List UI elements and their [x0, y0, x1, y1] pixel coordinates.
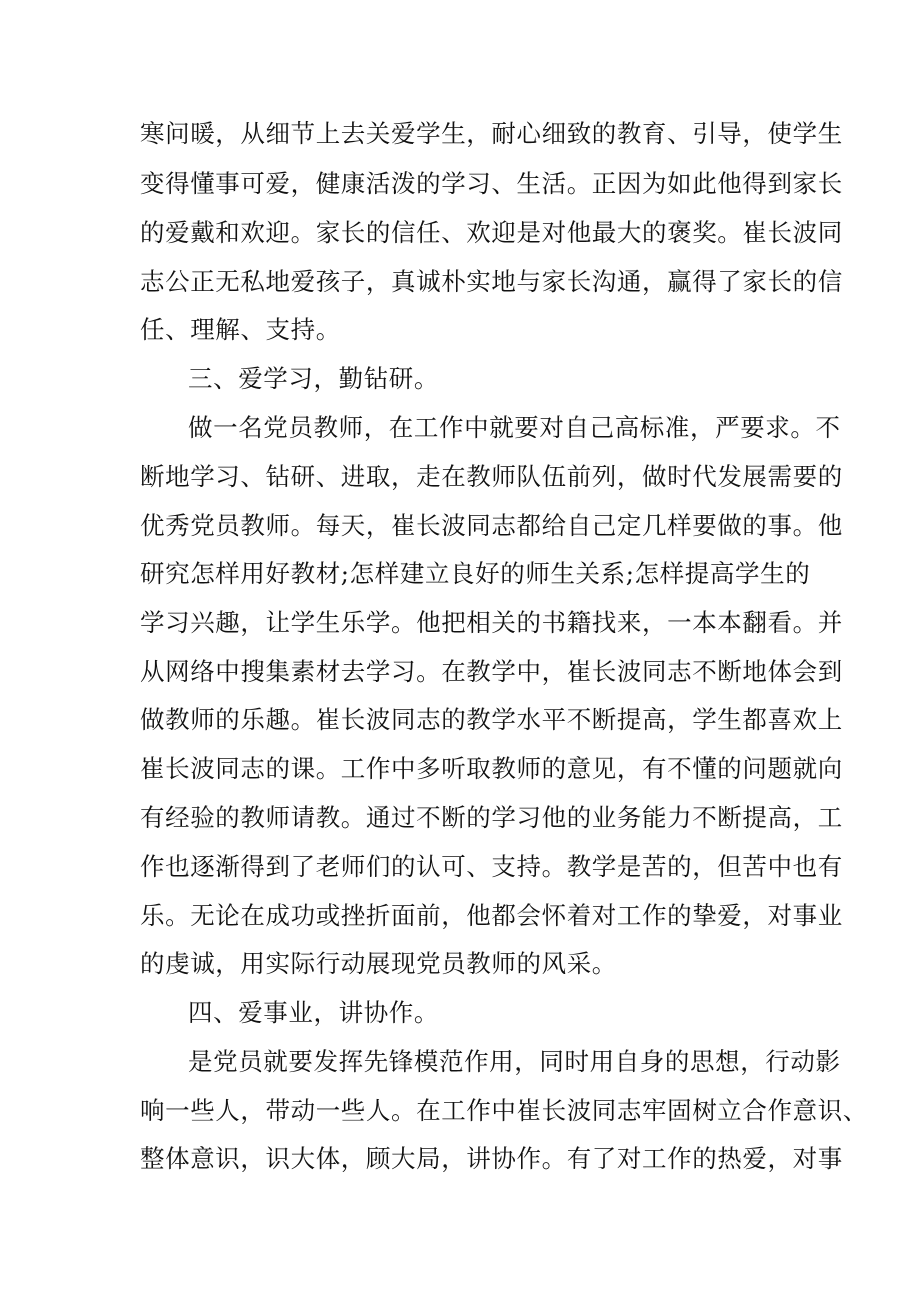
text-line: 的爱戴和欢迎。家长的信任、欢迎是对他最大的褒奖。崔长波同 — [140, 218, 843, 247]
text-line: 有经验的教师请教。通过不断的学习他的业务能力不断提高，工 — [140, 803, 843, 832]
text-line: 学习兴趣，让学生乐学。他把相关的书籍找来，一本本翻看。并 — [140, 608, 843, 637]
text-line: 作也逐渐得到了老师们的认可、支持。教学是苦的，但苦中也有 — [140, 852, 843, 881]
text-line: 寒问暖，从细节上去关爱学生，耐心细致的教育、引导，使学生 — [140, 119, 843, 148]
paragraph-first-line: 做一名党员教师，在工作中就要对自己高标准，严要求。不 — [188, 413, 841, 442]
text-line: 整体意识，识大体，顾大局，讲协作。有了对工作的热爱，对事 — [140, 1144, 843, 1173]
text-line: 崔长波同志的课。工作中多听取教师的意见，有不懂的问题就向 — [140, 754, 843, 783]
section-heading-4: 四、爱事业，讲协作。 — [188, 998, 439, 1027]
paragraph-first-line: 是党员就要发挥先锋模范作用，同时用自身的思想，行动影 — [188, 1047, 841, 1076]
text-line: 优秀党员教师。每天，崔长波同志都给自己定几样要做的事。他 — [140, 511, 843, 540]
text-line: 研究怎样用好教材;怎样建立良好的师生关系;怎样提高学生的 — [140, 559, 811, 588]
text-line: 志公正无私地爱孩子，真诚朴实地与家长沟通，赢得了家长的信 — [140, 267, 843, 296]
text-line: 响一些人，带动一些人。在工作中崔长波同志牢固树立合作意识、 — [140, 1096, 868, 1125]
text-line: 乐。无论在成功或挫折面前，他都会怀着对工作的挚爱，对事业 — [140, 901, 843, 930]
text-line: 断地学习、钻研、进取，走在教师队伍前列，做时代发展需要的 — [140, 462, 843, 491]
text-line: 任、理解、支持。 — [140, 315, 341, 344]
text-line: 从网络中搜集素材去学习。在教学中，崔长波同志不断地体会到 — [140, 657, 843, 686]
text-line: 变得懂事可爱，健康活泼的学习、生活。正因为如此他得到家长 — [140, 169, 843, 198]
text-line: 做教师的乐趣。崔长波同志的教学水平不断提高，学生都喜欢上 — [140, 705, 843, 734]
section-heading-3: 三、爱学习，勤钻研。 — [188, 364, 439, 393]
text-line: 的虔诚，用实际行动展现党员教师的风采。 — [140, 949, 617, 978]
